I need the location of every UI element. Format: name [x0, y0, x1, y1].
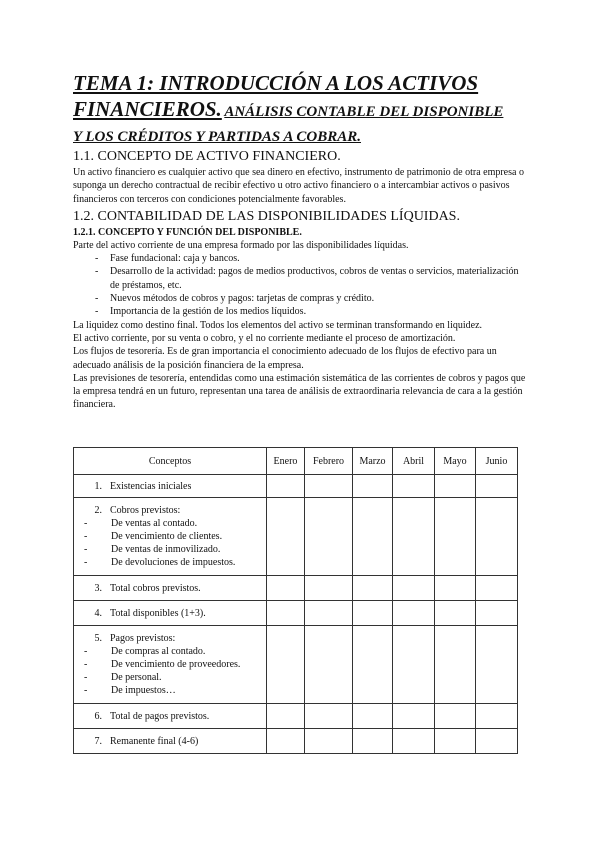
concept-cell: 5. Pagos previstos: - De compras al contado. - De vencimiento de proveedores. - De personal. - De impuestos… [74, 626, 267, 704]
header-enero: Enero [267, 448, 305, 475]
list-item: - Nuevos métodos de cobros y pagos: tarjetas de compras y crédito. [95, 292, 529, 305]
concept-cell: 7. Remanente final (4-6) [74, 729, 267, 754]
title-line-1: TEMA 1: INTRODUCCIÓN A LOS ACTIVOS [73, 71, 479, 95]
table-row [74, 626, 518, 704]
paragraph-previsiones: Las previsiones de tesorería, entendidas como una estimación sistemática de las corrientes de cobros y pagos que la empresa tendrá en un futuro, representan una tarea de análisis de extraordinaria relevancia de cara a la gestión financiera. [73, 372, 526, 411]
concept-cell: 4. Total disponibles (1+3). [74, 601, 267, 626]
paragraph-liquidez: La liquidez como destino final. Todos los elementos del activo se terminan transformando en liquidez. [73, 319, 483, 331]
header-marzo: Marzo [353, 448, 393, 475]
list-item: - Importancia de la gestión de los medios líquidos. [95, 305, 529, 318]
header-junio: Junio [476, 448, 518, 475]
header-abril: Abril [393, 448, 435, 475]
concept-cell: 1. Existencias iniciales [74, 475, 267, 498]
concept-cell: 3. Total cobros previstos. [74, 576, 267, 601]
title-line-3: Y LOS CRÉDITOS Y PARTIDAS A COBRAR. [73, 129, 361, 145]
treasury-forecast-table [73, 447, 518, 754]
concept-cell: 6. Total de pagos previstos. [74, 704, 267, 729]
table-row [74, 601, 518, 626]
paragraph-activo-corriente: El activo corriente, por su venta o cobro, y el no corriente mediante el proceso de amortización. [73, 332, 456, 344]
header-febrero: Febrero [305, 448, 353, 475]
document-page [73, 70, 529, 412]
title-line-2-main: FINANCIEROS. [73, 97, 222, 121]
table-row [74, 704, 518, 729]
list-item: - Fase fundacional: caja y bancos. [95, 252, 529, 265]
table-row [74, 498, 518, 576]
paragraph-flujos: Los flujos de tesorería. Es de gran importancia el conocimiento adecuado de los flujos de efectivo para un adecuado análisis de la posición financiera de la empresa. [73, 346, 497, 371]
table-header-row [74, 448, 518, 475]
table-row [74, 729, 518, 754]
section-2-heading: 1.2. CONTABILIDAD DE LAS DISPONIBILIDADES LÍQUIDAS. [73, 208, 460, 224]
concept-cell: 2. Cobros previstos: - De ventas al contado. - De vencimiento de clientes. - De ventas de inmovilizado. - De devoluciones de impuestos. [74, 498, 267, 576]
header-mayo: Mayo [435, 448, 476, 475]
title-line-2 [73, 97, 529, 126]
section-1-body: Un activo financiero es cualquier activo que sea dinero en efectivo, instrumento de patrimonio de otra empresa o suponga un derecho contractual de recibir efectivo u otro activo financiero o a intercambiar activos o pasivos financieros con terceros con condiciones potencialmente favorables. [73, 167, 524, 205]
header-conceptos: Conceptos [74, 448, 267, 475]
section-1-heading: 1.1. CONCEPTO DE ACTIVO FINANCIERO. [73, 149, 341, 164]
table-row [74, 576, 518, 601]
table-row [74, 475, 518, 498]
list-item: - Desarrollo de la actividad: pagos de medios productivos, cobros de ventas o servicios, materialización de préstamos, etc. [95, 265, 529, 292]
section-2-subheading: 1.2.1. CONCEPTO Y FUNCIÓN DEL DISPONIBLE. [73, 226, 302, 238]
title-line-2-sub: ANÁLISIS CONTABLE DEL DISPONIBLE [224, 104, 504, 120]
section-2-intro: Parte del activo corriente de una empresa formado por las disponibilidades líquidas. [73, 239, 409, 251]
bullet-list [73, 252, 529, 318]
